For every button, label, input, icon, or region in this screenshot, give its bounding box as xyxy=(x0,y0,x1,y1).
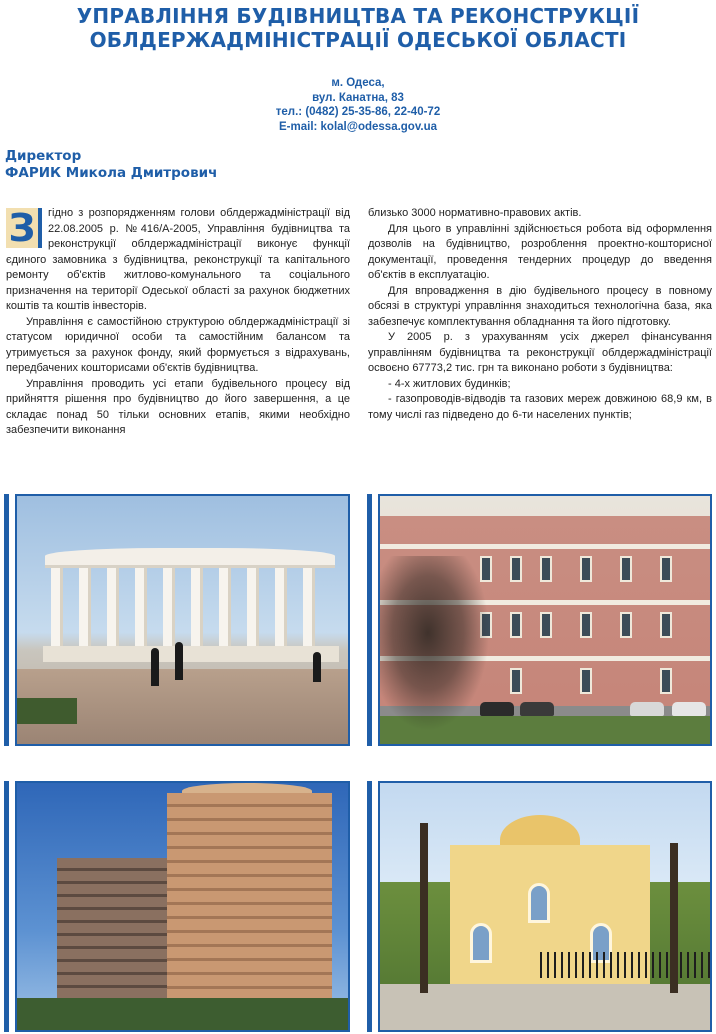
director-block xyxy=(5,148,217,182)
car xyxy=(672,702,706,716)
colonnade-roof xyxy=(45,548,335,568)
contact-street: вул. Канатна, 83 xyxy=(312,91,404,104)
trees xyxy=(17,998,348,1030)
article-paragraph-6: Для впровадження в дію будівельного процесу в повному обсязі в структурі управління знаходиться технологічна база, яка забезпечує комплектування обладнання та його підготовку. xyxy=(368,284,712,328)
window xyxy=(620,556,632,582)
accent-bar xyxy=(4,494,9,746)
church-window xyxy=(470,923,492,963)
contact-email: E-mail: kolal@odessa.gov.ua xyxy=(279,120,437,133)
window xyxy=(580,668,592,694)
column xyxy=(191,568,203,648)
window xyxy=(510,612,522,638)
church-window xyxy=(528,883,550,923)
photo-colonnade xyxy=(15,494,350,746)
cornice xyxy=(380,544,710,549)
list-item: - газопроводів-відводів та газових мереж довжиною 68,9 км, в тому числі газ підведено до 6-ти населених пунктів; xyxy=(368,393,712,421)
page-title xyxy=(0,4,716,52)
window xyxy=(620,612,632,638)
window xyxy=(580,556,592,582)
window xyxy=(660,668,672,694)
column xyxy=(107,568,119,648)
column xyxy=(275,568,287,648)
car xyxy=(520,702,554,716)
column xyxy=(51,568,63,648)
iron-fence xyxy=(540,952,712,978)
contact-phone: тел.: (0482) 25-35-86, 22-40-72 xyxy=(275,106,441,118)
column xyxy=(79,568,91,648)
photo-church xyxy=(378,781,712,1032)
window xyxy=(510,668,522,694)
person xyxy=(151,648,159,686)
colonnade-base xyxy=(43,646,339,662)
window xyxy=(660,612,672,638)
bare-tree xyxy=(380,556,500,746)
accent-bar xyxy=(367,781,372,1032)
accent-bar xyxy=(4,781,9,1032)
director-name: ФАРИК Микола Дмитрович xyxy=(5,165,218,181)
footpath xyxy=(380,984,710,1030)
director-role: Директор xyxy=(5,148,82,164)
person xyxy=(313,652,321,682)
column xyxy=(303,568,315,648)
article-paragraph-5: Для цього в управлінні здійснюється робота від оформлення дозволів на будівництво, розроблення проектно-кошторисної документації, проведення тендерних процедур до введення об'єктів в експлуатацію. xyxy=(368,222,712,281)
list-item: - 4-х житлових будинків; xyxy=(388,377,511,390)
window xyxy=(510,556,522,582)
article-paragraph-1: З гідно з розпорядженням голови облдержадміністрації від 22.08.2005 р. №416/А-2005, Управління будівництва та реконструкції облдержадміністрації виконує функції єдиного замовника з будівництва, реконструкції та капітального ремонту об'єктів житлово-комунального та соціального призначення на території Одеської області за рахунок бюджетних коштів та коштів інвесторів. xyxy=(6,206,350,312)
car xyxy=(630,702,664,716)
tree-trunk xyxy=(420,823,428,993)
photo-residential-towers xyxy=(15,781,350,1032)
contact-block xyxy=(0,76,716,134)
photo-palace xyxy=(378,494,712,746)
drop-cap: З xyxy=(6,208,42,248)
title-line-1: УПРАВЛІННЯ БУДІВНИЦТВА ТА РЕКОНСТРУКЦІЇ xyxy=(76,4,640,28)
column xyxy=(219,568,231,648)
window xyxy=(540,556,552,582)
contact-city: м. Одеса, xyxy=(331,77,385,89)
tree-trunk xyxy=(670,843,678,993)
column xyxy=(135,568,147,648)
tower-right xyxy=(167,793,332,1032)
title-line-2: ОБЛДЕРЖАДМІНІСТРАЦІЇ ОДЕСЬКОЇ ОБЛАСТІ xyxy=(89,28,627,52)
window xyxy=(660,556,672,582)
article-column-right xyxy=(368,206,712,423)
column xyxy=(163,568,175,648)
window xyxy=(540,612,552,638)
article-paragraph-3: Управління проводить усі етапи будівельного процесу від прийняття рішення про будівництво до його завершення, а це складає понад 50 тільки основних етапів, якими необхідно забезпечити виконання xyxy=(6,377,350,436)
article-paragraph-4: близько 3000 нормативно-правових актів. xyxy=(368,207,582,219)
window xyxy=(580,612,592,638)
article-paragraph-7: У 2005 р. з урахуванням усіх джерел фінансування управлінням будівництва та реконструкції облдержадміністрації освоєно 67773,2 тис. грн та виконано роботи з будівництва: xyxy=(368,331,712,374)
accent-bar xyxy=(367,494,372,746)
article-column-left xyxy=(6,206,350,439)
shrub xyxy=(17,698,77,724)
column xyxy=(247,568,259,648)
person xyxy=(175,642,183,680)
article-paragraph-2: Управління є самостійною структурою облдержадміністрації зі статусом юридичної особи та самостійним балансом та утримується за рахунок фонду, який формується з відрахувань, передбачених кошторисами об'єктів будівництва. xyxy=(6,315,350,374)
